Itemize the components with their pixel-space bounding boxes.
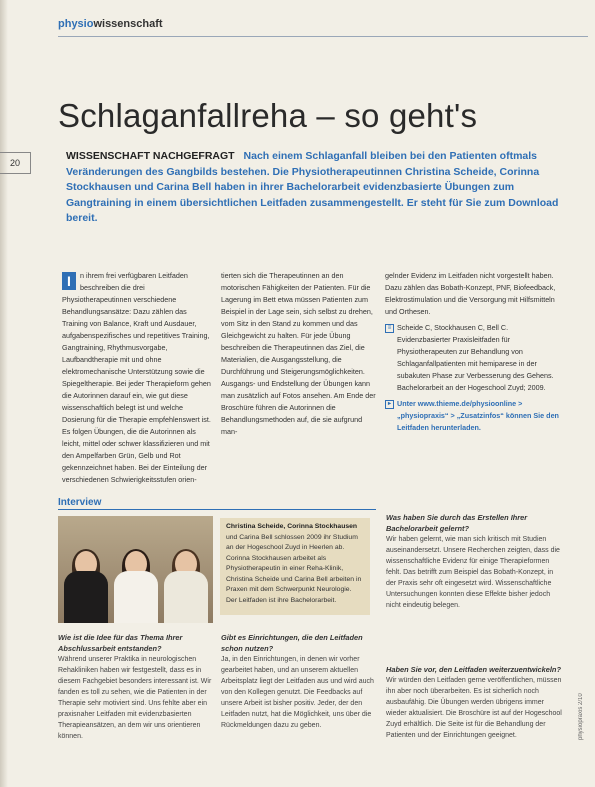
interview-qa-1	[58, 632, 213, 742]
caption-names: Christina Scheide, Corinna Stockhausen	[226, 523, 358, 530]
answer-3: Wir haben gelernt, wie man sich kritisch mit Studien auseinandersetzt. Unsere Recherchen zeigten, dass die wissenschaftliche Evidenz für einige Therapieformen fehlt. Das betrifft zum Beispiel das Bobath-Konzept, in der Praxis sehr oft eingesetzt wird. Wissenschaftliche Untersuchungen konnten diese Effekte bisher jedoch nicht eindeutig belegen.	[386, 536, 560, 609]
reference-text: Scheide C, Stockhausen C, Bell C. Evidenzbasierter Praxisleitfaden für Physiotherapeuten zur Behandlung von Schlaganfallpatienten mit hemiparese in der subakuten Phase zur Verbesserung des Gehens. Bachelorarbeit an der Hogeschool Zuyd; 2009.	[397, 323, 554, 392]
lead-text: Nach einem Schlaganfall bleiben bei den Patienten oftmals Veränderungen des Gangbilds bestehen. Die Physiotherapeutinnen Christina Scheide, Corinna Stockhausen und Carina Bell haben in ihrer Bachelorarbeit evidenzbasierte Übungen zum Gangtraining in einem übersichtlichen Leitfaden zusammengestellt. Er steht für Sie zum Download bereit.	[66, 150, 559, 224]
caption-text: und Carina Bell schlossen 2009 ihr Studium an der Hogeschool Zuyd in Heerlen ab. Corinna Stockhausen arbeitet als Physiotherapeutin in einer Reha-Klinik, Christina Scheide und Carina Bell arbeiten in Praxen mit dem Schwerpunkt Neurologie. Der Leitfaden ist ihre Bachelorarbeit.	[226, 533, 362, 604]
answer-4: Wir würden den Leitfaden gerne veröffentlichen, müssen ihn aber noch überarbeiten. Es ist sicherlich noch ausbaufähig. Die Übungen werden übrigens immer wieder aktualisiert. Die Broschüre ist auf der Hogeschool Zuyd erhältlich. Die Seite ist für die Behandlung der Patienten und der Einrichtungen geeignet.	[386, 677, 562, 739]
question-4: Haben Sie vor, den Leitfaden weiterzuentwickeln?	[386, 665, 561, 674]
interview-rule	[58, 509, 376, 510]
page-spine	[0, 0, 8, 787]
reference-item	[385, 322, 563, 394]
section-tag	[58, 18, 163, 30]
question-2: Gibt es Einrichtungen, die den Leitfaden schon nutzen?	[221, 633, 363, 653]
answer-2: Ja, in den Einrichtungen, in denen wir vorher gearbeitet haben, und an unserem aktuellen Arbeitsplatz liegt der Leitfaden aus und wird auch von den Kollegen genutzt. Die Feedbacks auf unsere Arbeit ist bisher positiv. Jeder, der den Leitfaden nutzt, hat die Möglichkeit, uns über die Rückmeldungen dazu zu geben.	[221, 656, 374, 729]
download-link[interactable]	[385, 398, 563, 434]
reference-icon: ≡	[385, 324, 394, 333]
body-column-2	[221, 270, 376, 438]
article-title: Schlaganfallreha – so geht's	[58, 97, 478, 134]
issue-label: physiopraxis 2/10	[578, 693, 584, 740]
download-text: Unter www.thieme.de/physioonline > „physiopraxis“ > „Zusatzinfos“ können Sie den Leitfaden herunterladen.	[397, 399, 559, 432]
header-rule	[58, 36, 588, 37]
body-text-2: tierten sich die Therapeutinnen an den motorischen Fähigkeiten der Patienten. Für die Lagerung im Bett etwa müssen Patienten zum Beispiel in der Lage sein, sich selbst zu drehen, vom Sitz in den Stand zu kommen und das Gleichgewicht zu halten. Für jede Übung beschreiben die Therapeutinnen das Ziel, die Materialien, die Ausgangsstellung, die Durchführung und Steigerungsmöglichkeiten. Ausgangs- und Endstellung der Übungen kann man zusätzlich auf Fotos ansehen. Am Ende der Broschüre führen die Autorinnen die Behandlungsmethoden auf, die sie aufgrund man-	[221, 271, 376, 436]
article-lead	[66, 149, 566, 227]
section-tag-prefix: physio	[58, 18, 94, 30]
drop-cap: I	[62, 272, 76, 290]
interview-qa-3	[386, 512, 564, 611]
answer-1: Während unserer Praktika in neurologischen Rehakliniken haben wir festgestellt, dass es in diesem Fachgebiet besonders interessant ist. Wir fanden es toll zu sehen, wie die Patienten in der Therapie sehr motiviert sind. Uns fehlte aber ein praxisnaher Leitfaden mit evidenzbasierten Therapieansätzen, an dem wir uns orientieren können.	[58, 656, 212, 740]
interview-qa-2	[221, 632, 376, 731]
interview-qa-4	[386, 664, 564, 741]
authors-photo	[58, 516, 213, 623]
body-column-3	[385, 270, 563, 434]
lead-kicker: WISSENSCHAFT NACHGEFRAGT	[66, 150, 235, 162]
question-1: Wie ist die Idee für das Thema Ihrer Abschlussarbeit entstanden?	[58, 633, 183, 653]
interview-heading: Interview	[58, 497, 102, 508]
body-column-1	[62, 270, 212, 486]
arrow-icon: ▸	[385, 400, 394, 409]
body-text-3: gelnder Evidenz im Leitfaden nicht vorgestellt haben. Dazu zählen das Bobath-Konzept, PNF, Biofeedback, Elektrostimulation und die Versorgung mit Hilfsmitteln und Orthesen.	[385, 271, 556, 316]
body-text-1: n ihrem frei verfügbaren Leitfaden beschreiben die drei Physiotherapeutinnen verschiedene Behandlungsansätze: Dazu zählen das Training von Balance, Kraft und Ausdauer, aufgabenspezifisches und repetitives Training, Gangtraining, Rhythmusvorgabe, Laufbandtherapie mit und ohne elektromechanische Unterstützung sowie die Spiegeltherapie. Bei jeder Therapieform gehen die Autorinnen darauf ein, wie gut diese wissenschaftlich belegt ist und welche Dosierung für die Therapie empfehlenswert ist. Es folgen Übungen, die die Autorinnen als leicht, mittel oder schwer klassifizieren und mit den Ampelfarben Grün, Gelb und Rot gekennzeichnet haben. Bei der Einteilung der verschiedenen Schwierigkeitsstufen orien-	[62, 271, 211, 484]
section-tag-suffix: wissenschaft	[93, 18, 163, 30]
question-3: Was haben Sie durch das Erstellen Ihrer Bachelorarbeit gelernt?	[386, 513, 528, 533]
photo-caption	[220, 518, 370, 615]
page-number: 20	[0, 152, 31, 174]
